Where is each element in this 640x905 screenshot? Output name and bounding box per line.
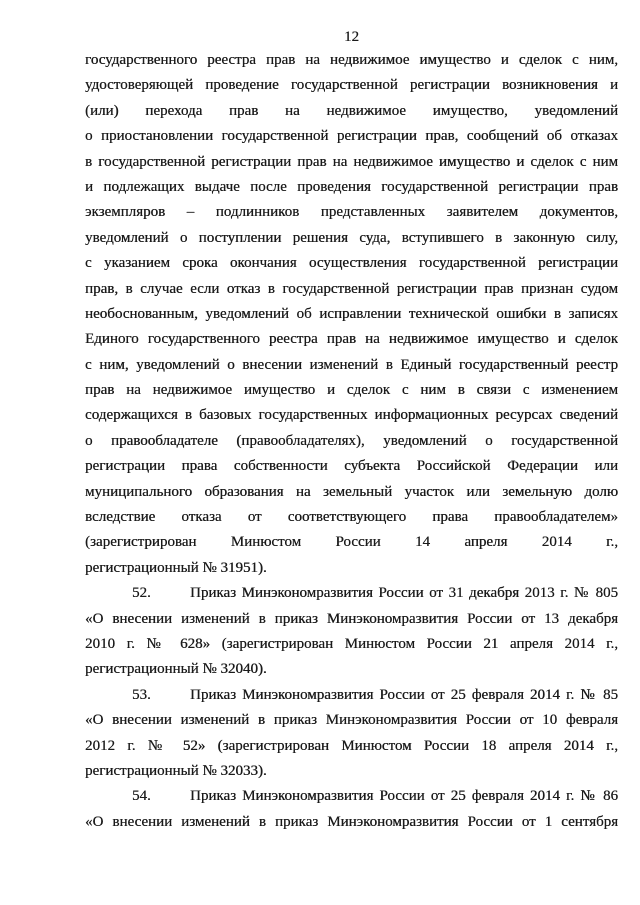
text-line: (зарегистрирован Минюстом России 14 апреля 2014 г., (85, 534, 618, 551)
text-line: «О внесении изменений в приказ Минэкономразвития России от 13 декабря (85, 610, 618, 627)
text-line: с указанием срока окончания осуществления государственной регистрации (85, 255, 618, 272)
text-run: Приказ Минэкономразвития России от 25 февраля 2014 г. № 85 (190, 686, 618, 703)
page-number: 12 (344, 29, 359, 45)
text-line: Единого государственного реестра прав на недвижимое имущество и сделок (85, 331, 618, 348)
text-line: о правообладателе (правообладателях), уведомлений о государственной (85, 432, 618, 449)
text-line: вследствие отказа от соответствующего права правообладателем» (85, 509, 618, 526)
text-line: экземпляров – подлинников представленных заявителем документов, (85, 204, 618, 221)
text-line: удостоверяющей проведение государственной регистрации возникновения и (85, 77, 618, 94)
paragraph (85, 784, 618, 835)
text-line: о приостановлении государственной регистрации прав, сообщений об отказах (85, 128, 618, 145)
paragraph (85, 581, 618, 683)
text-line: (или) перехода прав на недвижимое имущество, уведомлений (85, 102, 618, 119)
text-line: регистрации права собственности субъекта Российской Федерации или (85, 458, 618, 475)
text-line: необоснованным, уведомлений об исправлении технической ошибки в записях (85, 305, 618, 322)
paragraph-number: 53. (132, 686, 151, 703)
text-line (85, 784, 618, 809)
document-body (85, 48, 618, 835)
text-line: 2010 г. № 628» (зарегистрирован Минюстом России 21 апреля 2014 г., (85, 635, 618, 652)
paragraph-number: 54. (132, 788, 151, 805)
text-line: прав, в случае если отказ в государственной регистрации прав признан судом (85, 280, 618, 297)
text-line: в государственной регистрации прав на недвижимое имущество и сделок с ним (85, 153, 618, 170)
text-line: государственного реестра прав на недвижимое имущество и сделок с ним, (85, 52, 618, 68)
text-line: регистрационный № 31951). (85, 559, 267, 576)
paragraph (85, 48, 618, 581)
text-line: регистрационный № 32033). (85, 762, 267, 779)
text-line: с ним, уведомлений о внесении изменений в Единый государственный реестр (85, 356, 618, 373)
text-line (85, 581, 618, 606)
text-line: «О внесении изменений в приказ Минэкономразвития России от 10 февраля (85, 712, 618, 729)
text-line (85, 683, 618, 708)
text-run: Приказ Минэкономразвития России от 31 декабря 2013 г. № 805 (190, 585, 618, 602)
text-line: муниципального образования на земельный участок или земельную долю (85, 483, 618, 500)
text-line: прав на недвижимое имущество и сделок с ним в связи с изменением (85, 382, 618, 399)
text-line: 2012 г. № 52» (зарегистрирован Минюстом России 18 апреля 2014 г., (85, 737, 618, 754)
text-line: регистрационный № 32040). (85, 661, 267, 678)
text-line: содержащихся в базовых государственных информационных ресурсах сведений (85, 407, 618, 424)
text-line: «О внесении изменений в приказ Минэкономразвития России от 1 сентября (85, 813, 618, 830)
text-line: и подлежащих выдаче после проведения государственной регистрации прав (85, 178, 618, 195)
text-run: Приказ Минэкономразвития России от 25 февраля 2014 г. № 86 (190, 788, 618, 805)
text-line: уведомлений о поступлении решения суда, вступившего в законную силу, (85, 229, 618, 246)
paragraph-number: 52. (132, 585, 151, 602)
paragraph (85, 683, 618, 785)
